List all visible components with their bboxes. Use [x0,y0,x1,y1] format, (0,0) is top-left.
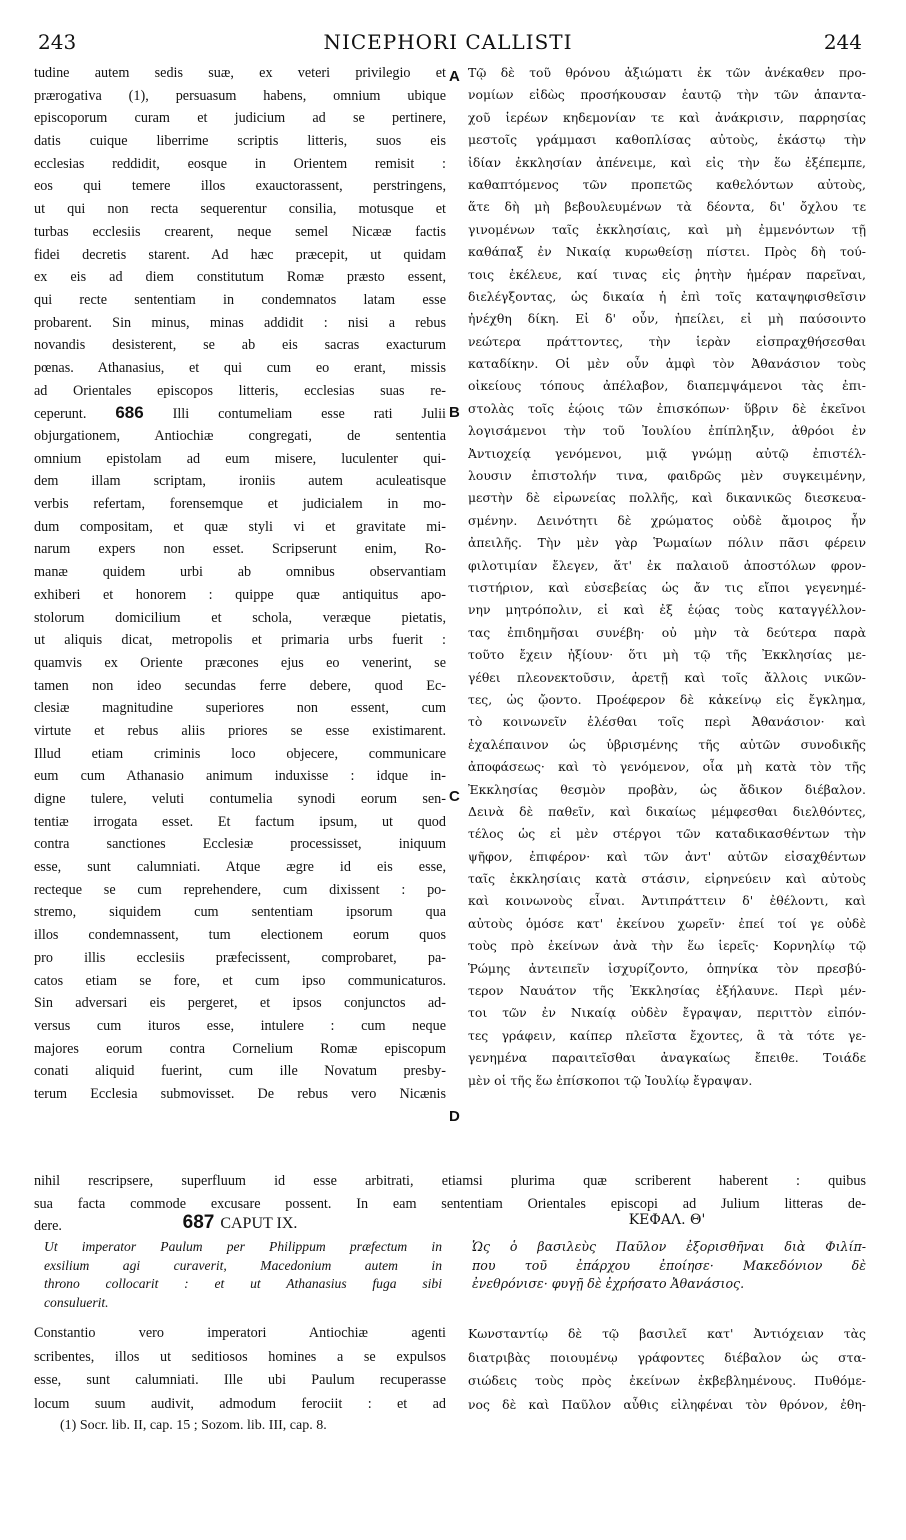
text-line: pœnas. Athanasius, et qui cum eo erant, missis [34,359,446,376]
footnote: (1) Socr. lib. II, cap. 15 ; Sozom. lib. III, cap. 8. [60,1418,327,1433]
text-line: manæ quidem urbi ab omnibus observantiam [34,564,446,581]
text-line: τέλος ὡς εἰ μὲν στέργοι τῶν καταδικασθέντων τὴν [468,826,866,842]
text-line: ἠνέχθη δίκη. Εἰ δ' οὖν, ἠπείλει, εἰ μὴ παύσοιντο [468,311,866,327]
text-line: ἰδίαν ἐκκλησίαν ἀπένειμε, καὶ εἰς τὴν ἕω ἐξέπεμπε, [468,154,866,170]
text-line: γινομένων ταῖς ἐκκλησίαις, καὶ μὴ ἐμμενόντων τῇ [468,221,866,237]
margin-letter: B [449,404,460,421]
text-line: omnium epistolam ad eum misere, luculenter qui- [34,450,446,467]
text-line: γέθει πλεονεκτοῦσιν, ἀρετῇ καὶ τοῖς ἄλλοις νικῶν- [468,669,866,685]
text-line: ut qui non recta sequerentur consilia, motusque et [34,201,446,218]
text-line: tamen non ideo secundas ferre debere, quod Ec- [34,677,446,694]
text-line: pro illis ecclesiis præfecissent, comprobaret, pa- [34,949,446,966]
text-line: qui recte sententiam in condemnatos latam esse [34,291,446,308]
text-line: καθάπαξ ἐν Νικαίᾳ κυρωθείσῃ πίστει. Πρὸς δὴ τού- [468,244,866,260]
text-line: τας ἐπιδημῆσαι συνέβη· οὐ μὴν τὰ δεύτερα παρὰ [468,624,866,640]
text-line: objurgationem, Antiochiæ congregati, de sententia [34,428,446,444]
text-line: νος δὲ καὶ Παῦλον αὖθις εἰληφέναι τὸν θρόνον, ἐθη- [468,1396,866,1412]
text-line: λογισάμενοι τὴν τοῦ Ἰουλίου ἐπίπληξιν, ἀθρόοι ἐν [468,423,866,439]
text-line: esse, sunt calumniati. Atque ægre id eis esse, [34,859,446,876]
left-page-number: 243 [38,30,77,54]
text-line: tudine autem sedis suæ, ex veteri privilegio et [34,65,446,81]
text-line: eos qui temere illos exauctorassent, perstringens, [34,178,446,195]
text-line: majores eorum contra Cornelium Romæ episcopum [34,1040,446,1057]
text-line: καὶ κοινωνοὺς εἶναι. Ἀντιπράττειν δ' ἐθέλοντι, καὶ [468,893,866,909]
text-line: stolorum domicilium et schola, veræque pietatis, [34,609,446,626]
text-line: episcoporum curam et judicium ad se pertinere, [34,110,446,127]
text-line: τὸ κοινωνεῖν ἑλέσθαι τοῖς περὶ Ἀθανάσιον· καὶ [468,714,866,730]
text-line: καταδίκην. Οἱ μὲν οὖν ἀμφὶ τὸν Ἀθανάσιον τοὺς [468,356,866,372]
right-page-number: 244 [823,30,862,54]
text-line: Κωνσταντίῳ δὲ τῷ βασιλεῖ κατ' Ἀντιόχειαν τὰς [468,1326,866,1341]
text-line: dem illam scriptam, ironiis autem aculeatisque [34,473,446,490]
text-line: διατριβὰς ποιουμένῳ γράφοντες διέβαλον ὡς στα- [468,1349,866,1365]
text-line: στολὰς τοῖς ἑῴοις τῶν ἐπισκόπων· ὕβριν δὲ ἐκεῖνοι [468,400,866,416]
text-line: νεώτερα πράττοντες, τὴν ἱερὰν εἰσπραχθήσεσθαι [468,333,866,349]
text-line: καθαπτόμενος τῶν προπετῶς καθελόντων αὐτοὺς, [468,176,866,192]
text-line: τες γράφειν, καίπερ πλεῖστα ἔχοντες, ἃ τὰ τότε γε- [468,1027,866,1043]
text-line: οἰκείους τόπους ἀπέλαβον, διαπεμψάμενοι τὰς ἐπι- [468,378,866,394]
text-line: ecclesias reddidit, eosque in Orientem remisit : [34,155,446,172]
text-line: locum suum audivit, admodum ferociit : et ad [34,1395,446,1412]
text-line: prærogativa (1), persuasum habens, omnium ubique [34,87,446,104]
text-line: ceperunt. 686 Illi contumeliam esse rati Julii [34,403,446,423]
text-line: μὲν οἱ τῆς ἕω ἐπίσκοποι τῷ Ἰουλίῳ ἔγραψαν. [468,1072,753,1088]
text-line: Δεινὰ δὲ παθεῖν, καὶ δικαίως μέμφεσθαι διελθόντες, [468,803,866,819]
text-line: novandis desisterent, se ab eis sacras exacturum [34,337,446,354]
text-line: virtute et rebus aliis priores se esse existimarent. [34,722,446,739]
text-line: exhiberi et honorem : quippe quæ antiquitus apo- [34,586,446,603]
text-line: αὐτοὺς ὁμόσε κατ' ἐκείνου χωρεῖν· ἐπεί τοί γε οὐδὲ [468,915,866,931]
text-line: Illud etiam criminis loco objecere, communicare [34,745,446,762]
text-line: ἀπειλῆς. Τὴν μὲν γὰρ Ῥωμαίων πόλιν πᾶσι φέρειν [468,535,866,551]
text-line: throno collocarit : et ut Athanasius fuga sibi [44,1276,442,1291]
text-line: που τοῦ ἐπάρχου ἐποίησε· Μακεδόνιον δὲ [472,1257,866,1273]
text-line: fidei decretis starent. Ad hæc præcepit, ut quidam [34,246,446,263]
text-line: σιώδεις τοὺς πρὸς ἐκείνων ἐκβεβλημένους. Πυθόμε- [468,1373,866,1388]
text-line: terum Ecclesia submovisset. De rebus vero Nicænis [34,1085,446,1102]
text-line: ut aliquis dicat, metropolis et primaria urbs fuerit : [34,632,446,649]
running-title: NICEPHORI CALLISTI [323,30,573,54]
text-line: narum expers non esset. Scripserunt enim, Ro- [34,541,446,558]
latin-column [34,62,446,1106]
text-line: νομίων εἰδὼς προσήκουσαν ἑαυτῷ τὴν τῶν ἁπαντα- [468,87,866,103]
text-line: scribentes, illos ut seditiosos homines a se expulsos [34,1348,446,1365]
text-line: μεστὴν δὲ εἰρωνείας πολλῆς, καὶ δικανικῶς διεσκευα- [468,490,866,506]
text-line: Ut imperator Paulum per Philippum præfectum in [44,1239,442,1254]
text-line: ἐνεθρόνισε· φυγῇ δὲ ἐχρήσατο Ἀθανάσιος. [472,1276,745,1291]
text-line: verbis refertam, forensemque et judicialem in mo- [34,496,446,513]
margin-letter: D [449,1108,460,1125]
text-line: esse, sunt calumniati. Ille ubi Paulum recuperasse [34,1372,446,1388]
chapter-heading-greek: ΚΕΦΑΛ. Θ' [628,1212,706,1228]
text-line: Τῷ δὲ τοῦ θρόνου ἀξιώματι ἐκ τῶν ἀνέκαθεν προ- [468,65,866,80]
chapter-summary-latin [44,1238,442,1312]
greek-column [468,62,866,1092]
text-line: quamvis ex Oriente præcones ejus eo venerint, se [34,654,446,671]
text-line: σμένην. Δεινότητι δὲ χρώματος οὐδὲ ἄμοιρος ἦν [468,512,866,528]
chapter-summary-greek [472,1238,866,1294]
text-line: tentiæ irrogata esset. Et factum ipsum, ut quod [34,813,446,830]
text-line: stremo, siquidem cum sententiam ipsorum qua [34,904,446,921]
text-line: Ὡς ὁ βασιλεὺς Παῦλον ἐξορισθῆναι διὰ Φιλίπ- [472,1239,866,1254]
text-line: clesiæ magnitudine superiores non essent, cum [34,700,446,717]
chapter-body-greek [468,1322,866,1416]
text-line: ἅτε δὴ μὴ βεβουλευμένων τὰ δέοντα, δι' ὄχλου τε [468,199,866,215]
text-line: ἐχαλέπαινον ὡς ὑβρισμένης τῆς αὐτῶν συνοδικῆς [468,736,866,752]
text-line: sua facta commode excusare possent. In eam sententiam Orientales episcopi ad Julium litteras de- [34,1195,866,1212]
column-number: 687 [182,1212,215,1233]
column-number: 686 [115,403,144,423]
text-line: conati aliquid fuerint, cum ille Novatum presby- [34,1063,446,1080]
text-line: dum compositam, et quæ styli vi et gravitate mi- [34,518,446,535]
text-line: τοῦτο ἔχειν ἠξίουν· ὅτι μὴ τῷ τῆς Ἐκκλησίας με- [468,647,866,663]
chapter-heading-latin: 687 CAPUT IX. [182,1212,298,1233]
text-line: μεστοῖς γράμμασι καθοπλίσας αὐτοὺς, ἑκάστῳ τὴν [468,132,866,148]
text-line: νην μητρόπολιν, εἰ καὶ ἐξ ἑῴας τοὺς καταγγέλλον- [468,602,866,618]
text-line: catos etiam se fore, et cum ipso communicaturos. [34,972,446,989]
text-line: γενημένα παραιτεῖσθαι ἀναγκαίως ἔπειθε. Τοιάδε [468,1050,866,1066]
text-line: φιλοτιμίαν ἔλεγεν, ἅτ' ἐκ παλαιοῦ ἀποστόλων φρον- [468,557,866,573]
margin-letter: C [449,788,460,805]
text-line: Ῥώμης ἀντειπεῖν ἰσχυρίζοντο, ὁπηνίκα τὸν πρεσβύ- [468,960,866,976]
text-line: τοις ἐκέλευε, καί τινας εἰς ῥητὴν ἡμέραν παρεῖναι, [468,266,866,282]
text-line: nihil rescripsere, superfluum id esse arbitrati, etiamsi plurima quæ scriberent haberent : quibus [34,1173,866,1189]
text-line: ad Orientales episcopos litteris, ecclesias suas re- [34,382,446,399]
text-line: ταῖς ἐκκλησίαις κατὰ στάσιν, εἰρηνεύειν καὶ αὐτοὺς [468,871,866,887]
text-line: datis cuique liberrime scriptis litteris, suos eis [34,133,446,150]
text-line: Ἐκκλησίας θεσμὸν προβὰν, ὡς ἄδικον διέβαλον. [468,781,866,797]
text-line: τοὺς πρὸ ἐκείνων ἀνὰ τὴν ἕω ἱερεῖς· Κορνηλίῳ τῷ [468,938,866,954]
text-line: τιστήριον, καὶ εὐσεβείας ὡς ἄν τις εἴποι γεγενημέ- [468,579,866,595]
text-line: Sin adversari eis pergeret, et ipsos conjunctos ad- [34,995,446,1012]
text-line: ψῆφον, ἐπιφέρον· καὶ τῶν ἀντ' αὐτῶν εἰσαχθέντων [468,848,866,864]
text-line: διελέγξοντας, ὡς δικαία ἡ ἐπὶ τοῖς καταψηφισθεῖσιν [468,288,866,304]
text-line: τοι τῶν ἐν Νικαίᾳ οὐδὲν ἔγραψαν, περιττὸν εἰπόν- [468,1005,866,1021]
text-line: exsilium agi curaverit, Macedonium autem in [44,1257,442,1273]
text-line: ex eis ad diem constitutum Romæ præsto essent, [34,269,446,286]
text-line: digne tulere, veluti contumelia synodi eorum sen- [34,791,446,807]
text-line: contra sanctiones Ecclesiæ processisset, iniquum [34,836,446,853]
text-line: probarent. Sin minus, minas addidit : nisi a rebus [34,314,446,331]
text-line: Constantio vero imperatori Antiochiæ agenti [34,1325,446,1341]
text-line: illos condemnassent, tum electionem eorum quos [34,927,446,944]
chapter-body-latin [34,1322,446,1416]
text-line: consuluerit. [44,1294,109,1310]
text-line: τες, ὡς ᾤοντο. Προέφερον δὲ κἀκείνῳ εἰς ἔγκλημα, [468,691,866,707]
text-line: eum cum Athanasio animum induxisse : idque in- [34,768,446,785]
text-line: turbas ecclesiis crearent, neque semel Nicææ factis [34,223,446,240]
margin-letter: A [449,68,460,85]
text-line: dere. [34,1218,62,1235]
text-line: recteque se cum reprehendere, cum dixissent : po- [34,881,446,898]
text-line: ἀποφάσεως· καὶ τὸ γενόμενον, οἷα μὴ κατὰ τὸν τῆς [468,759,866,775]
text-line: τερον Ναυάτον τῆς Ἐκκλησίας ἐξήλαυνε. Περὶ μέν- [468,983,866,999]
text-line: Ἀντιοχείᾳ γενόμενοι, μιᾷ γνώμῃ αὐτῷ ἐπιστέλ- [468,445,866,461]
text-line: λουσιν ἐπιστολήν τινα, φαιδρῶς μὲν συγκειμένην, [468,468,866,484]
running-header [30,30,866,56]
text-line: χοῦ ἱερέων κηδεμονίαν τε καὶ ἀνάκρισιν, παρρησίας [468,109,866,125]
text-line: versus cum ituros esse, intulere : cum neque [34,1017,446,1034]
